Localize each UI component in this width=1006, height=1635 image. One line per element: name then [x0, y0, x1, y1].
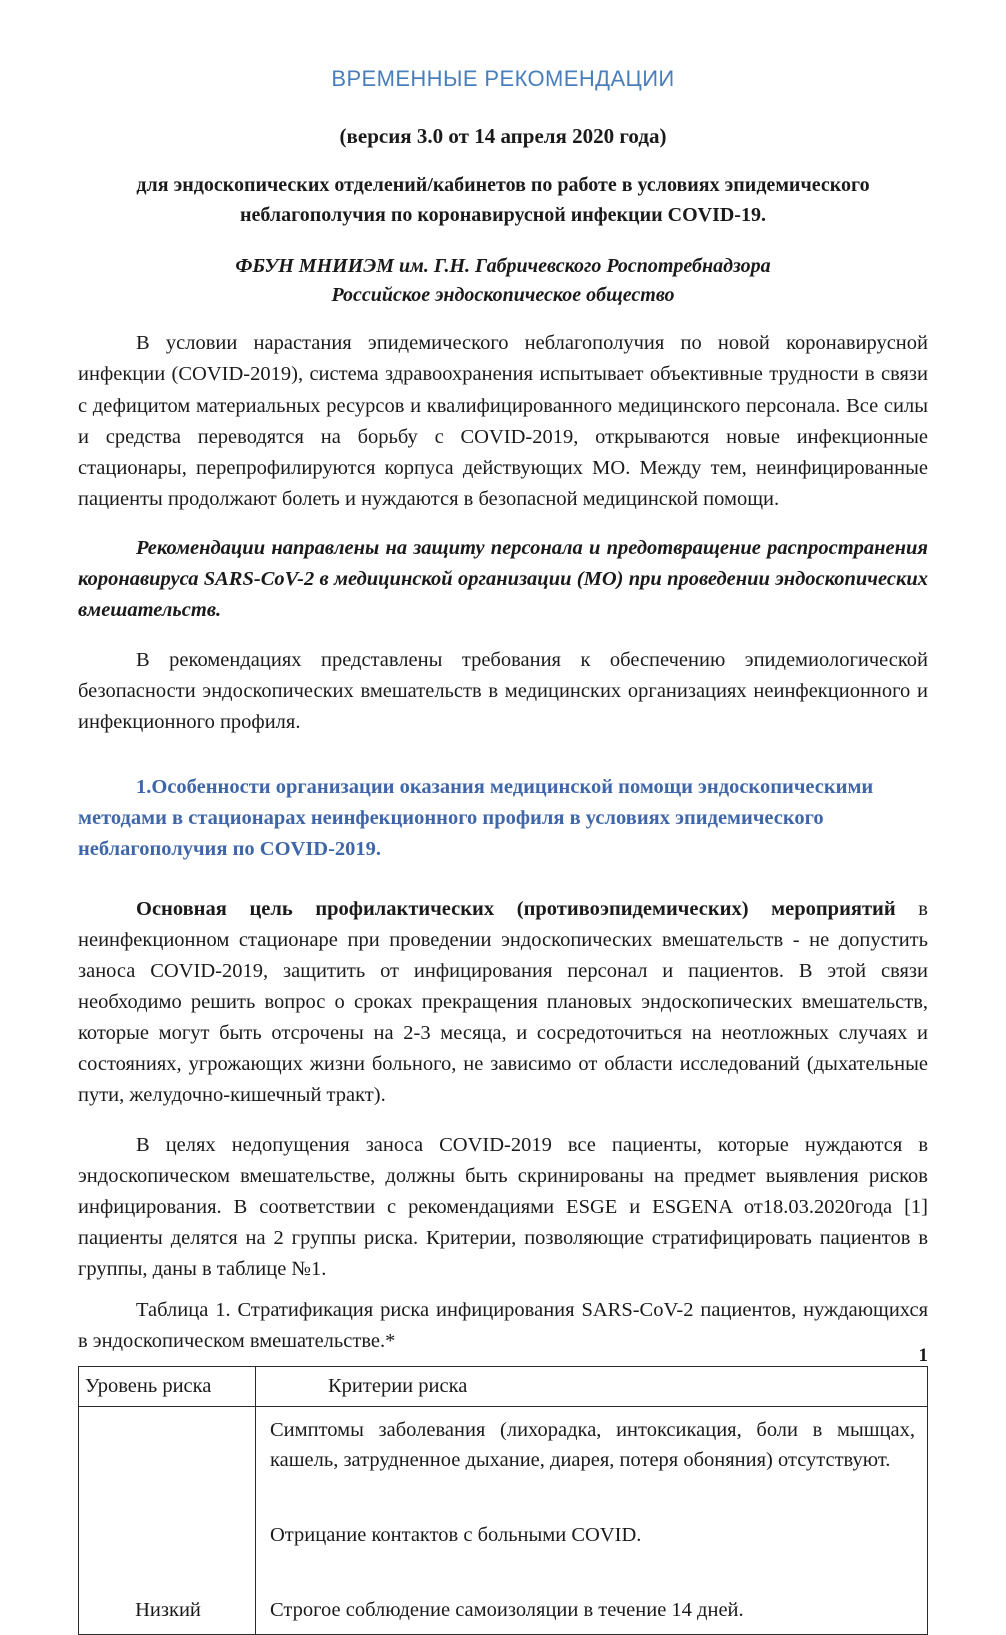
body-paragraph-2-emphasis: Рекомендации направлены на защиту персонала и предотвращение распространения коронавируса SARS-CoV-2 в медицинской организации (МО) при проведении эндоскопических вмешательств.	[78, 537, 928, 622]
document-content	[78, 0, 928, 1635]
body-paragraph-4	[78, 866, 928, 1112]
table-caption: Таблица 1. Стратификация риска инфицирования SARS-CoV-2 пациентов, нуждающихся в эндоскопическом вмешательстве.*	[78, 1299, 928, 1353]
criteria-item: Симптомы заболевания (лихорадка, интоксикация, боли в мышцах, кашель, затрудненное дыхание, диарея, потеря обоняния) отсутствуют.	[270, 1418, 915, 1472]
organization-primary: ФБУН МНИИЭМ им. Г.Н. Габричевского Роспотребнадзора	[235, 255, 771, 278]
table-header-risk-criteria: Критерии риска	[256, 1366, 928, 1406]
body-paragraph-5: В целях недопущения заноса COVID-2019 все пациенты, которые нуждаются в эндоскопическом вмешательстве, должны быть скринированы на предмет выявления рисков инфицирования. В соответствии с рекомендациями ESGE и ESGENA от18.03.2020года [1] пациенты делятся на 2 группы риска. Критерии, позволяющие стратифицировать пациентов в группы, даны в таблице №1.	[78, 1133, 928, 1281]
criteria-item: Отрицание контактов с больными COVID.	[270, 1524, 642, 1547]
page-number: 1	[918, 1345, 928, 1366]
table-header-row	[79, 1366, 928, 1406]
table-cell-risk-criteria	[256, 1406, 928, 1634]
section-heading-1: 1.Особенности организации оказания медицинской помощи эндоскопическими методами в стационарах неинфекционного профиля в условиях эпидемического неблагополучия по COVID-2019.	[78, 776, 874, 861]
body-paragraph-3: В рекомендациях представлены требования к обеспечению эпидемиологической безопасности эндоскопических вмешательств в медицинских организациях неинфекционного и инфекционного профиля.	[78, 648, 928, 733]
body-paragraph-4-lead: Основная цель профилактических (противоэпидемических) мероприятий	[136, 897, 896, 920]
table-cell-risk-level: Низкий	[79, 1406, 256, 1634]
criteria-item: Строгое соблюдение самоизоляции в течение 14 дней.	[270, 1598, 744, 1621]
table-header-risk-level: Уровень риска	[79, 1366, 256, 1406]
risk-stratification-table	[78, 1366, 928, 1635]
body-paragraph-4-rest: в неинфекционном стационаре при проведении эндоскопических вмешательств - не допустить заноса COVID-2019, защитить от инфицирования персонал и пациентов. В этой связи необходимо решить вопрос о сроках прекращения плановых эндоскопических вмешательств, которые могут быть отсрочены на 2-3 месяца, и сосредоточиться на неотложных случаях и состояниях, угрожающих жизни больного, не зависимо от области исследований (дыхательные пути, желудочно-кишечный тракт).	[78, 897, 928, 1107]
page-title: ВРЕМЕННЫЕ РЕКОМЕНДАЦИИ	[331, 66, 675, 91]
organization-secondary: Российское эндоскопическое общество	[331, 284, 675, 307]
document-subtitle: для эндоскопических отделений/кабинетов по работе в условиях эпидемического неблагополучия по коронавирусной инфекции COVID-19.	[136, 174, 870, 226]
document-version-line: (версия 3.0 от 14 апреля 2020 года)	[339, 124, 667, 148]
table-row	[79, 1406, 928, 1634]
body-paragraph-1: В условии нарастания эпидемического неблагополучия по новой коронавирусной инфекции (COVID-2019), система здравоохранения испытывает объективные трудности в связи с дефицитом материальных ресурсов и квалифицированного медицинского персонала. Все силы и средства переводятся на борьбу с COVID-2019, открываются новые инфекционные стационары, перепрофилируются корпуса действующих МО. Между тем, неинфицированные пациенты продолжают болеть и нуждаются в безопасной медицинской помощи.	[78, 332, 928, 510]
